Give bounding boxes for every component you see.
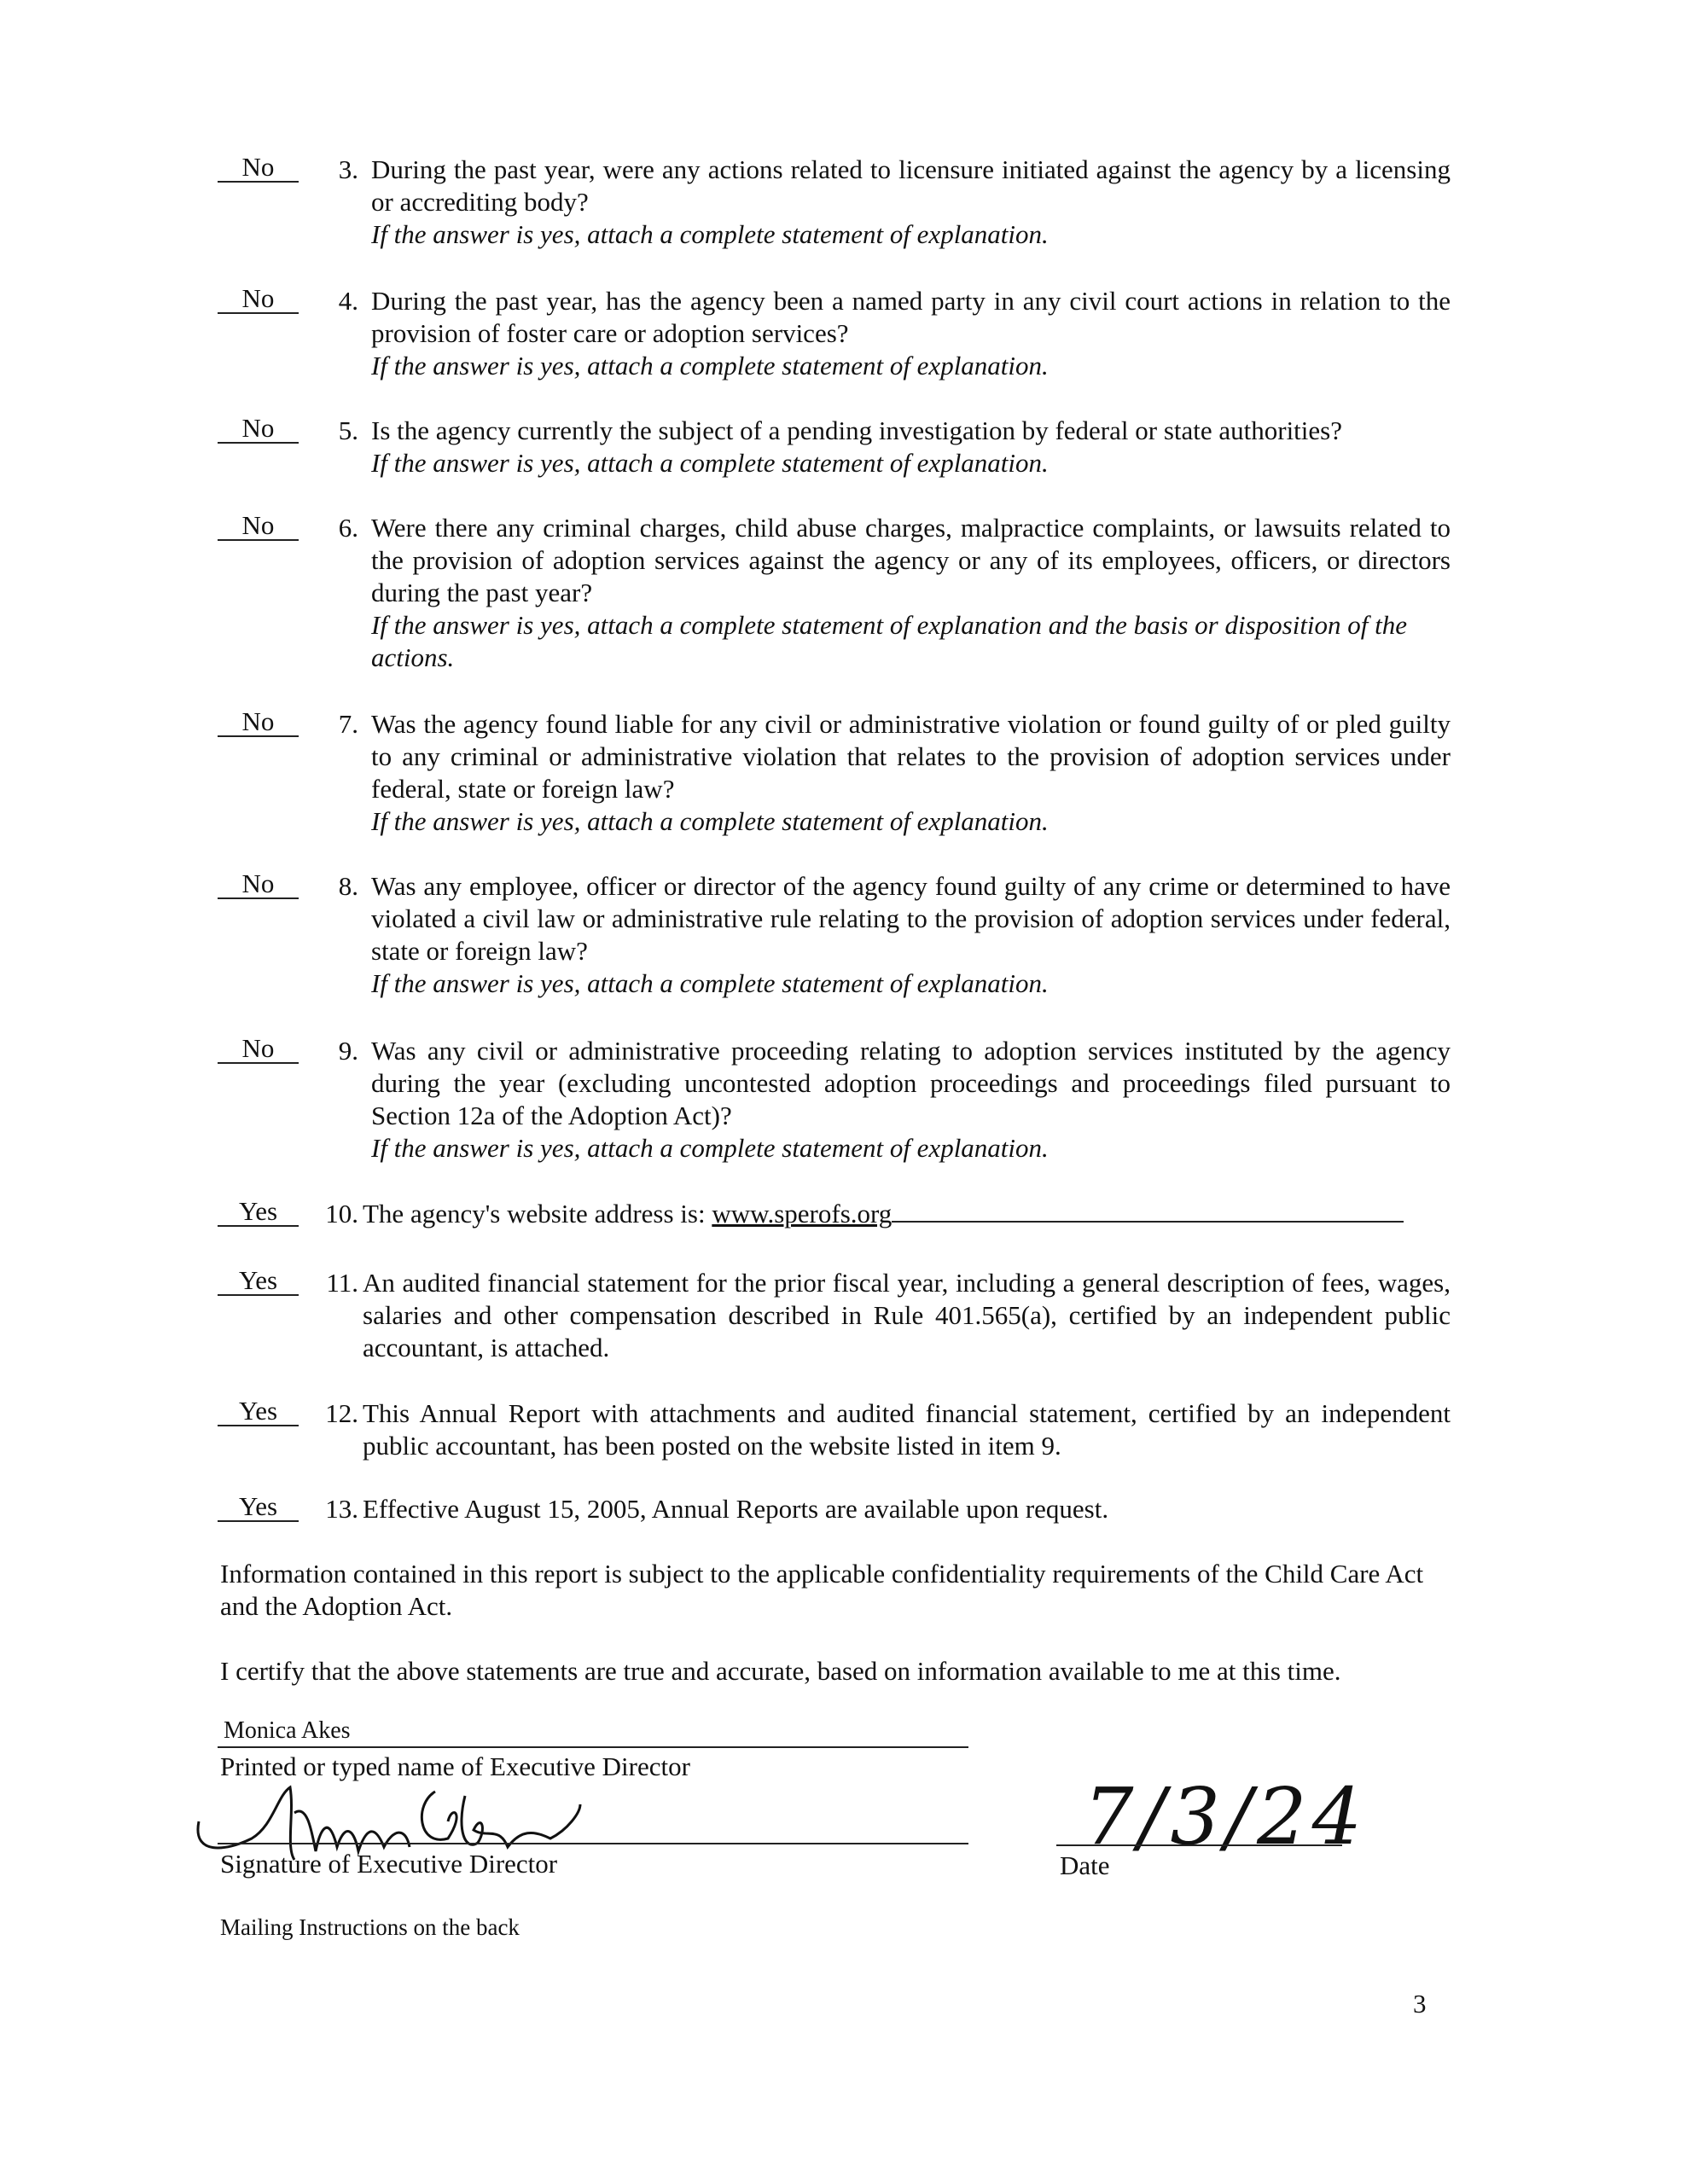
answer-field[interactable]: Yes <box>218 1493 299 1522</box>
item-body <box>363 1267 1451 1364</box>
question-text: An audited financial statement for the prior fiscal year, including a general description of fees, wages, salaries and other compensation described in Rule 401.565(a), certified by an independent public accountant, is attached. <box>363 1268 1451 1362</box>
answer-field[interactable]: No <box>218 415 299 444</box>
answer-field[interactable]: Yes <box>218 1397 299 1426</box>
answer-field[interactable]: No <box>218 708 299 737</box>
signature-label: Signature of Executive Director <box>220 1849 558 1879</box>
item-body <box>363 1198 1451 1230</box>
item-number: 6. <box>338 513 358 543</box>
item-number: 4. <box>338 286 358 316</box>
item-number: 3. <box>338 154 358 184</box>
mailing-instructions: Mailing Instructions on the back <box>220 1914 520 1940</box>
signature-line <box>218 1843 968 1844</box>
instruction-note: If the answer is yes, attach a complete statement of explanation. <box>371 1133 1049 1163</box>
instruction-note: If the answer is yes, attach a complete statement of explanation. <box>371 219 1049 249</box>
answer-field[interactable]: Yes <box>218 1198 299 1227</box>
item-body <box>371 708 1451 838</box>
item-number: 13. <box>325 1494 358 1524</box>
item-body <box>371 1035 1451 1165</box>
printed-name-line <box>218 1746 968 1748</box>
question-text: Is the agency currently the subject of a pending investigation by federal or state authorities? <box>371 415 1342 445</box>
question-text: This Annual Report with attachments and audited financial statement, certified by an independent public accountant, has been posted on the website listed in item 9. <box>363 1398 1451 1461</box>
website-fill-line <box>892 1202 1404 1223</box>
instruction-note: If the answer is yes, attach a complete statement of explanation. <box>371 968 1049 998</box>
item-body <box>371 415 1451 479</box>
item-body <box>371 870 1451 1000</box>
question-text: Was any employee, officer or director of the agency found guilty of any crime or determined to have violated a civil law or administrative rule relating to the provision of adoption services under federal, state or foreign law? <box>371 871 1451 966</box>
confidentiality-statement: Information contained in this report is subject to the applicable confidentiality requirements of the Child Care Act and the Adoption Act. <box>220 1559 1424 1621</box>
question-text: Was the agency found liable for any civil or administrative violation or found guilty of or pled guilty to any criminal or administrative violation that relates to the provision of adoption services under federal, state or foreign law? <box>371 709 1451 804</box>
item-number: 8. <box>338 871 358 901</box>
date-label: Date <box>1060 1850 1110 1880</box>
question-text: During the past year, were any actions related to licensure initiated against the agency by a licensing or accrediting body? <box>371 154 1451 217</box>
question-text: Was any civil or administrative proceeding relating to adoption services instituted by the agency during the year (excluding uncontested adoption proceedings and proceedings filed pursuant to Section 12a of the Adoption Act)? <box>371 1036 1451 1130</box>
answer-field[interactable]: No <box>218 512 299 541</box>
item-body <box>363 1397 1451 1462</box>
item-number: 5. <box>338 415 358 445</box>
answer-field[interactable]: No <box>218 285 299 314</box>
printed-name-value: Monica Akes <box>224 1717 351 1744</box>
answer-field[interactable]: Yes <box>218 1267 299 1296</box>
handwritten-date: 7/3/24 <box>1084 1771 1368 1862</box>
question-text: Effective August 15, 2005, Annual Reports are available upon request. <box>363 1494 1109 1524</box>
instruction-note: If the answer is yes, attach a complete statement of explanation. <box>371 806 1049 836</box>
item-number: 11. <box>326 1268 358 1298</box>
answer-field[interactable]: No <box>218 154 299 183</box>
answer-field[interactable]: No <box>218 1035 299 1064</box>
instruction-note: If the answer is yes, attach a complete statement of explanation. <box>371 448 1049 478</box>
question-text: Were there any criminal charges, child abuse charges, malpractice complaints, or lawsuits related to the provision of adoption services against the agency or any of its employees, officers, or directors during the past year? <box>371 513 1451 607</box>
certification-statement: I certify that the above statements are true and accurate, based on information available to me at this time. <box>220 1656 1341 1686</box>
instruction-note: If the answer is yes, attach a complete statement of explanation. <box>371 351 1049 380</box>
item-body <box>371 285 1451 382</box>
item-number: 12. <box>325 1398 358 1428</box>
question-text: During the past year, has the agency been a named party in any civil court actions in relation to the provision of foster care or adoption services? <box>371 286 1451 348</box>
item-number: 9. <box>338 1036 358 1066</box>
item-number: 10. <box>325 1199 358 1228</box>
question-text: The agency's website address is: <box>363 1199 706 1228</box>
website-link[interactable]: www.sperofs.org <box>712 1199 893 1228</box>
item-number: 7. <box>338 709 358 739</box>
instruction-note: If the answer is yes, attach a complete statement of explanation and the basis or disposition of the actions. <box>371 610 1408 672</box>
item-body <box>371 512 1451 674</box>
item-body <box>363 1493 1451 1525</box>
printed-name-label: Printed or typed name of Executive Director <box>220 1751 690 1781</box>
item-body <box>371 154 1451 251</box>
answer-field[interactable]: No <box>218 870 299 899</box>
page-number: 3 <box>1413 1989 1427 2018</box>
date-line <box>1056 1844 1342 1846</box>
